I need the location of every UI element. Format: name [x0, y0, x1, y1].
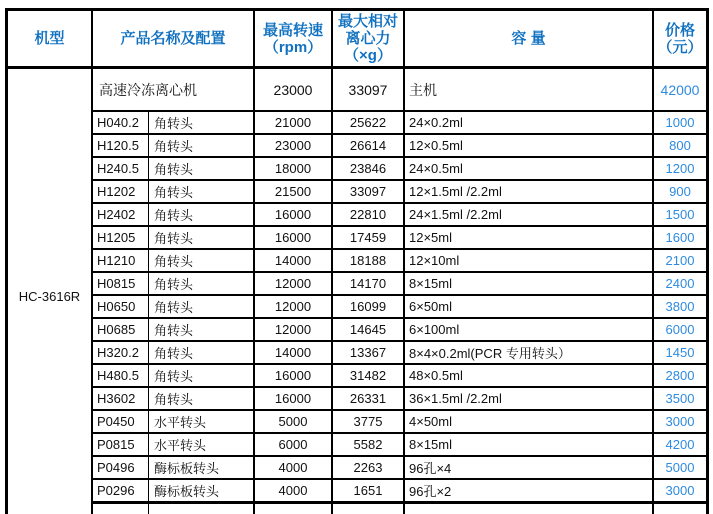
- max-speed-cell: 16000: [255, 388, 333, 409]
- header-product-name: 产品名称及配置: [93, 11, 255, 66]
- model-code-cell: H0650: [93, 296, 149, 317]
- header-price: [654, 11, 706, 66]
- max-speed-cell: 12000: [255, 296, 333, 317]
- capacity-cell: 24×0.5ml: [405, 158, 654, 179]
- header-max-rcf-line2: 离心力: [345, 30, 391, 47]
- model-code-cell: H1210: [93, 250, 149, 271]
- header-capacity: 容 量: [405, 11, 654, 66]
- model-code-cell: H040.2: [93, 112, 149, 133]
- rotor-type-cell: [149, 504, 255, 514]
- header-max-speed-line2: （rpm）: [263, 38, 323, 56]
- table-row: [93, 204, 706, 227]
- price-cell: 3000: [665, 483, 695, 498]
- model-code-cell: P0450: [93, 411, 149, 432]
- max-speed-cell: 16000: [255, 227, 333, 248]
- max-speed-cell: 6000: [255, 434, 333, 455]
- rotor-type-cell: 角转头: [149, 273, 255, 294]
- price-cell: 1600: [665, 230, 695, 245]
- capacity-cell: 36×1.5ml /2.2ml: [405, 388, 654, 409]
- model-code-cell: P0296: [93, 480, 149, 501]
- rotor-type-cell: 角转头: [149, 365, 255, 386]
- product-name-cell: 高速冷冻离心机: [93, 69, 255, 110]
- max-rcf-cell: 13367: [333, 342, 405, 363]
- rotor-type-cell: 角转头: [149, 250, 255, 271]
- price-cell: 2100: [665, 253, 695, 268]
- capacity-cell: 24×1.5ml /2.2ml: [405, 204, 654, 225]
- max-speed-cell: 4000: [255, 457, 333, 478]
- table-row: [93, 480, 706, 503]
- capacity-cell: 48×0.5ml: [405, 365, 654, 386]
- header-max-speed: [255, 11, 333, 66]
- rotor-type-cell: 角转头: [149, 319, 255, 340]
- max-speed-cell: 23000: [255, 135, 333, 156]
- price-cell: 42000: [660, 81, 700, 98]
- max-rcf-cell: 16099: [333, 296, 405, 317]
- max-rcf-cell: 26331: [333, 388, 405, 409]
- capacity-cell: 6×50ml: [405, 296, 654, 317]
- rotor-type-cell: 角转头: [149, 181, 255, 202]
- price-cell: 1000: [665, 115, 695, 130]
- max-rcf-cell: 23846: [333, 158, 405, 179]
- table-row-main-unit: [93, 69, 706, 112]
- max-speed-cell: 12000: [255, 319, 333, 340]
- price-cell: 2800: [665, 368, 695, 383]
- rotor-type-cell: 酶标板转头: [149, 457, 255, 478]
- price-cell: 900: [669, 184, 691, 199]
- capacity-cell: 12×0.5ml: [405, 135, 654, 156]
- max-speed-cell: 5000: [255, 411, 333, 432]
- model-code-cell: H1202: [93, 181, 149, 202]
- max-speed-cell: 14000: [255, 250, 333, 271]
- header-max-rcf: [333, 11, 405, 66]
- price-cell: 3500: [665, 391, 695, 406]
- model-code-cell: P0496: [93, 457, 149, 478]
- rotor-type-cell: 角转头: [149, 158, 255, 179]
- capacity-cell: 24×0.2ml: [405, 112, 654, 133]
- rotor-type-cell: 水平转头: [149, 434, 255, 455]
- max-speed-cell: [255, 504, 333, 514]
- max-speed-cell: 21000: [255, 112, 333, 133]
- header-max-speed-line1: 最高转速: [262, 21, 323, 39]
- max-rcf-cell: 26614: [333, 135, 405, 156]
- header-price-line1: 价格: [664, 21, 695, 39]
- model-code-cell: H320.2: [93, 342, 149, 363]
- max-speed-cell: 4000: [255, 480, 333, 501]
- capacity-cell: 96孔×2: [405, 480, 654, 501]
- rotor-type-cell: 角转头: [149, 112, 255, 133]
- max-speed-cell: 14000: [255, 342, 333, 363]
- max-rcf-cell: 2263: [333, 457, 405, 478]
- header-max-rcf-line3: （×g）: [344, 47, 392, 64]
- table-row: [93, 411, 706, 434]
- capacity-cell: 主机: [405, 69, 654, 110]
- max-speed-cell: 16000: [255, 365, 333, 386]
- max-rcf-cell: [333, 504, 405, 514]
- rotor-type-cell: 角转头: [149, 342, 255, 363]
- table-row: [93, 273, 706, 296]
- model-code-cell: H240.5: [93, 158, 149, 179]
- capacity-cell: 12×5ml: [405, 227, 654, 248]
- table-row: [93, 250, 706, 273]
- capacity-cell: 12×1.5ml /2.2ml: [405, 181, 654, 202]
- max-rcf-cell: 25622: [333, 112, 405, 133]
- max-rcf-cell: 14645: [333, 319, 405, 340]
- max-rcf-cell: 33097: [333, 181, 405, 202]
- price-cell: 2400: [665, 276, 695, 291]
- price-cell: [654, 504, 706, 514]
- header-price-line2: （元）: [657, 38, 703, 56]
- price-cell: 3800: [665, 299, 695, 314]
- max-rcf-cell: 14170: [333, 273, 405, 294]
- max-rcf-cell: 18188: [333, 250, 405, 271]
- max-rcf-cell: 17459: [333, 227, 405, 248]
- header-model: 机型: [8, 11, 93, 66]
- price-cell: 1450: [665, 345, 695, 360]
- price-cell: 6000: [665, 322, 695, 337]
- capacity-cell: 8×15ml: [405, 273, 654, 294]
- table-row: [93, 388, 706, 411]
- table-header: [8, 11, 706, 69]
- table-row: [93, 342, 706, 365]
- table-row: [93, 434, 706, 457]
- max-rcf-cell: 3775: [333, 411, 405, 432]
- max-speed-cell: 16000: [255, 204, 333, 225]
- price-cell: 1500: [665, 207, 695, 222]
- max-speed-cell: 21500: [255, 181, 333, 202]
- max-speed-cell: 18000: [255, 158, 333, 179]
- capacity-cell: [405, 504, 654, 514]
- rotor-type-cell: 角转头: [149, 388, 255, 409]
- capacity-cell: 96孔×4: [405, 457, 654, 478]
- table-row: [93, 181, 706, 204]
- price-cell: 1200: [665, 161, 695, 176]
- max-rcf-cell: 31482: [333, 365, 405, 386]
- model-code-cell: H2402: [93, 204, 149, 225]
- table-row: [93, 296, 706, 319]
- header-max-rcf-line1: 最大相对: [337, 13, 398, 30]
- price-cell: 800: [669, 138, 691, 153]
- price-cell: 4200: [665, 437, 695, 452]
- rotor-type-cell: 水平转头: [149, 411, 255, 432]
- table-row: [93, 158, 706, 181]
- model-code-cell: [93, 504, 149, 514]
- model-code-cell: H0685: [93, 319, 149, 340]
- rotor-type-cell: 角转头: [149, 227, 255, 248]
- table-row: [93, 227, 706, 250]
- table-row-clipped: [93, 503, 706, 514]
- rotor-type-cell: 角转头: [149, 204, 255, 225]
- table-row: [93, 457, 706, 480]
- capacity-cell: 8×4×0.2ml(PCR 专用转头）: [405, 342, 654, 363]
- price-cell: 5000: [665, 460, 695, 475]
- model-code-cell: H0815: [93, 273, 149, 294]
- price-cell: 3000: [665, 414, 695, 429]
- table-row: [93, 319, 706, 342]
- model-code-cell: H3602: [93, 388, 149, 409]
- capacity-cell: 4×50ml: [405, 411, 654, 432]
- model-code-cell: H120.5: [93, 135, 149, 156]
- table-row: [93, 112, 706, 135]
- rotor-type-cell: 角转头: [149, 296, 255, 317]
- model-code-cell: H1205: [93, 227, 149, 248]
- capacity-cell: 12×10ml: [405, 250, 654, 271]
- model-code-cell: H480.5: [93, 365, 149, 386]
- max-speed-cell: 12000: [255, 273, 333, 294]
- table-row: [93, 365, 706, 388]
- max-rcf-cell: 33097: [333, 69, 405, 110]
- table-body: [8, 69, 706, 514]
- max-rcf-cell: 5582: [333, 434, 405, 455]
- table-row: [93, 135, 706, 158]
- capacity-cell: 8×15ml: [405, 434, 654, 455]
- model-code-cell: P0815: [93, 434, 149, 455]
- centrifuge-price-table: [5, 8, 709, 514]
- rotor-type-cell: 角转头: [149, 135, 255, 156]
- rotor-type-cell: 酶标板转头: [149, 480, 255, 501]
- max-rcf-cell: 1651: [333, 480, 405, 501]
- machine-model-cell: HC-3616R: [8, 69, 93, 514]
- max-speed-cell: 23000: [255, 69, 333, 110]
- table-rows: [93, 69, 706, 514]
- capacity-cell: 6×100ml: [405, 319, 654, 340]
- max-rcf-cell: 22810: [333, 204, 405, 225]
